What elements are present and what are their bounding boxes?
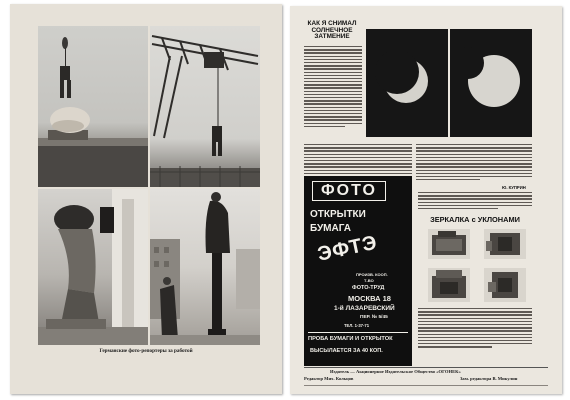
ad-city: МОСКВА 18: [348, 294, 391, 303]
ad-lane: ПЕР. № 5/45: [360, 315, 388, 320]
camera-figure-3: [428, 268, 470, 302]
camera-figure-4: [484, 268, 526, 302]
article-author: Ю. КУПРИН: [502, 185, 526, 190]
photo-bottom-right: [150, 189, 260, 345]
ad-bottom-price: ВЫСЫЛАЕТСЯ ЗА 40 КОП.: [310, 348, 383, 354]
ad-small-coop: ПРОИЗВ. КООП.: [356, 272, 388, 277]
foto-trud-advertisement: [304, 176, 412, 366]
photo-bottom-left: [38, 189, 148, 345]
footer-rule: [304, 367, 548, 368]
camera-figure-1: [428, 229, 470, 259]
mirror-article-text: [418, 308, 532, 349]
ad-headline-paper: БУМАГА: [310, 223, 351, 234]
footer-publisher: Издатель — Акционерное Издательское Общество «ОГОНЕК»: [330, 369, 461, 374]
ad-divider: [308, 332, 408, 333]
eclipse-photo-left: [366, 29, 448, 137]
footer-print-info: [304, 385, 548, 388]
article-text-right: [416, 144, 532, 182]
photo-top-left: [38, 26, 148, 187]
camera-figure-2: [484, 229, 526, 259]
right-page: [290, 6, 562, 394]
ad-street: 1-й ЛАЗАРЕВСКИЙ: [334, 305, 395, 312]
eclipse-photo-right: [450, 29, 532, 137]
ad-small-tvo: Т-ВО: [364, 278, 374, 283]
photo-caption: Германские фото-репортеры за работой: [99, 348, 193, 354]
article-continuation-text: [418, 192, 532, 211]
article-title: КАК Я СНИМАЛ СОЛНЕЧНОЕ ЗАТМЕНИЕ: [307, 20, 357, 41]
left-page: [10, 4, 282, 394]
footer-editor: Редактор Мих. Кольцов: [304, 376, 354, 381]
photo-top-right: [150, 26, 260, 187]
ad-headline-postcards: ОТКРЫТКИ: [310, 209, 366, 220]
mirror-section-title: ЗЕРКАЛКА с УКЛОНАМИ: [430, 215, 520, 224]
ad-org-name: ФОТО-ТРУД: [352, 285, 385, 291]
article-intro-text: [304, 46, 362, 129]
footer-deputy-editor: Зам. редактора В. Микулин: [460, 376, 518, 381]
ad-headline-foto: ФОТО: [312, 181, 386, 201]
ad-phone: ТЕЛ. 1-37-71: [344, 323, 370, 328]
ad-brand-efte: ЭФТЭ: [315, 231, 380, 266]
ad-bottom-sample: ПРОБА БУМАГИ И ОТКРЫТОК: [308, 336, 393, 342]
